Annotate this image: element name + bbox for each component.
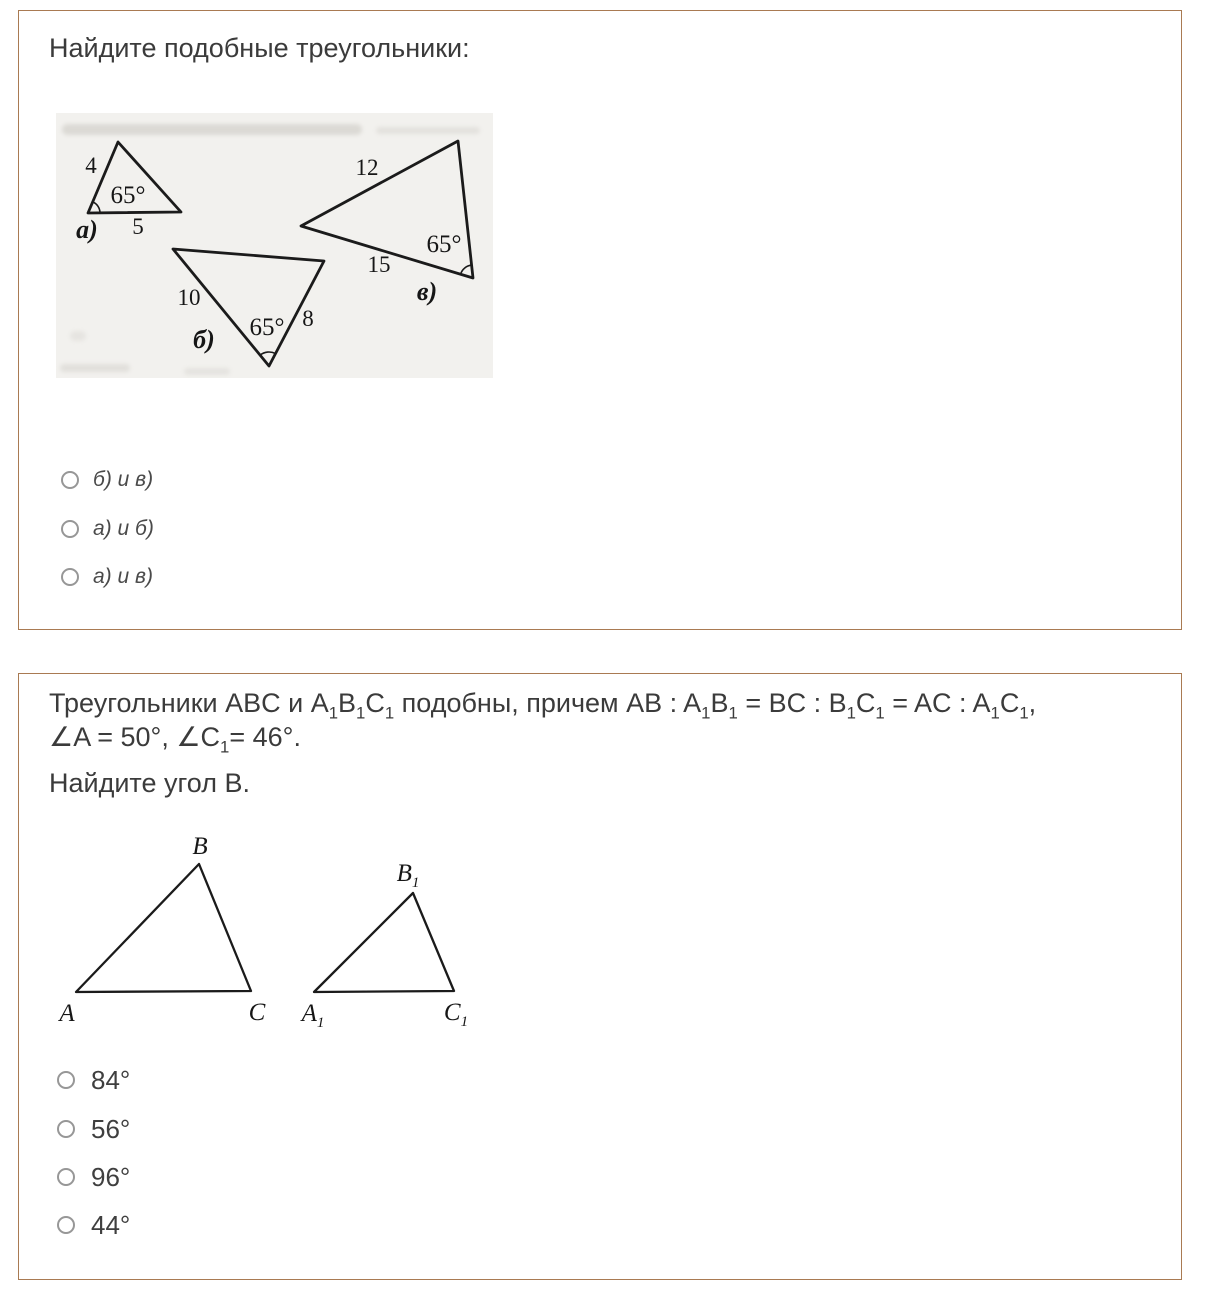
q1-radio-a-and-b[interactable] — [61, 520, 79, 538]
triangle-a-angle-arc — [93, 202, 100, 213]
question-1-title: Найдите подобные треугольники: — [49, 33, 470, 63]
q2-radio-96[interactable] — [57, 1168, 75, 1186]
vertex-c1-label: $C_1$ — [443, 999, 469, 1030]
q2-radio-56[interactable] — [57, 1120, 75, 1138]
question-1-figure — [56, 113, 493, 378]
statement-line-1: Треугольники ABC и $A_1B_1C_1$ подобны, причем AB : $A_1B_1$ = BC : $B_1C_1$ = AC : $A_1C_1$, — [49, 688, 1037, 723]
triangle-v-side-top-label: 12 — [355, 155, 379, 180]
q2-option-84[interactable] — [19, 1065, 130, 1095]
triangle-a-side-left-label: 4 — [85, 153, 97, 178]
q2-radio-84[interactable] — [57, 1071, 75, 1089]
question-2-figure — [56, 826, 511, 1036]
q1-radio-a-and-v[interactable] — [61, 568, 79, 586]
q2-option-44[interactable] — [19, 1210, 130, 1240]
q2-option-96[interactable] — [19, 1162, 130, 1192]
triangle-a-angle-label: 65° — [110, 182, 146, 209]
question-2-statement — [49, 686, 1149, 757]
q1-radio-b-and-v[interactable] — [61, 471, 79, 489]
q2-option-label: 56° — [91, 1113, 131, 1144]
q1-option-b-and-v[interactable] — [19, 467, 153, 493]
q2-option-label: 44° — [91, 1209, 131, 1240]
triangle-b-angle-arc — [260, 352, 275, 355]
q1-option-label: а) и в) — [93, 565, 153, 588]
q1-option-label: б) и в) — [93, 468, 154, 491]
question-2-prompt: Найдите угол B. — [49, 768, 250, 798]
triangle-v-angle-label: 65° — [426, 231, 462, 258]
vertex-c-label: C — [248, 999, 266, 1026]
triangle-v-side-bottom-label: 15 — [367, 252, 391, 277]
triangle-b-side-left-label: 10 — [177, 285, 201, 310]
q2-option-56[interactable] — [19, 1114, 130, 1144]
question-1-card — [18, 10, 1182, 630]
triangle-b-angle-label: 65° — [249, 314, 285, 341]
q1-option-a-and-b[interactable] — [19, 516, 154, 542]
q2-option-label: 84° — [91, 1064, 131, 1095]
triangle-b-side-right-label: 8 — [302, 306, 314, 331]
similar-triangles-abc-drawing — [56, 826, 511, 1036]
q1-option-a-and-v[interactable] — [19, 564, 153, 590]
question-2-card — [18, 673, 1182, 1280]
statement-line-2: ∠A = 50°, $\angle C_1= 46^\circ$. — [49, 722, 301, 757]
triangle-b-tag: б) — [193, 325, 215, 354]
vertex-b1-label: $B_1$ — [396, 860, 420, 891]
q2-option-label: 96° — [91, 1161, 131, 1192]
triangle-a-side-bottom-label: 5 — [132, 214, 144, 239]
triangle-abc-shape — [76, 864, 251, 992]
triangle-a1b1c1-shape — [314, 893, 454, 992]
triangle-v-angle-arc — [461, 265, 472, 274]
triangle-v-tag: в) — [416, 277, 438, 306]
vertex-a1-label: $A_1$ — [301, 1000, 325, 1031]
triangle-a-tag: а) — [76, 215, 98, 244]
vertex-a-label: A — [59, 1000, 75, 1027]
q1-option-label: а) и б) — [93, 517, 154, 540]
q2-radio-44[interactable] — [57, 1216, 75, 1234]
vertex-b-label: B — [192, 833, 208, 860]
triangles-a-b-v-drawing — [56, 113, 493, 378]
